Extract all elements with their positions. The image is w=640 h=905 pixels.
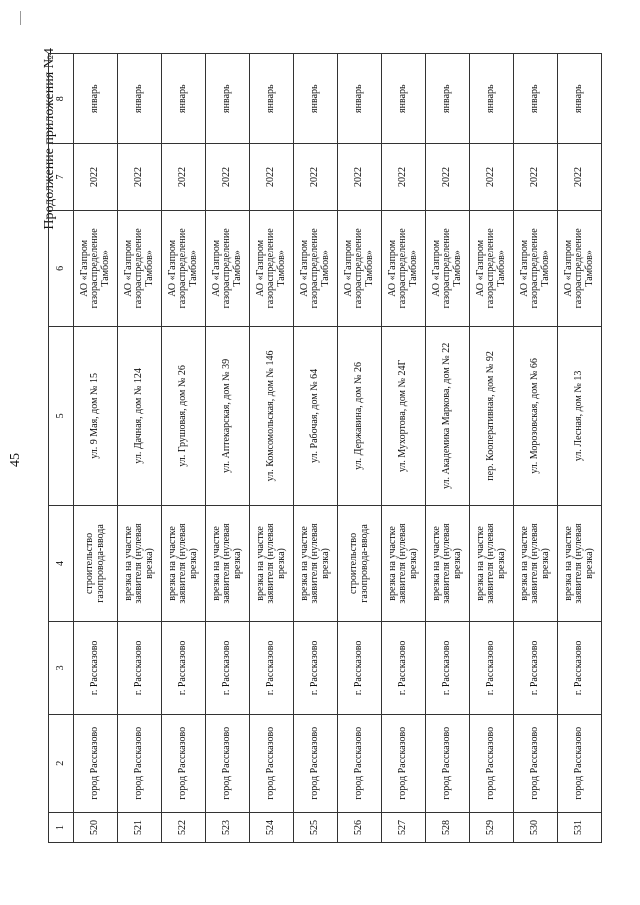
settlement-cell: г. Рассказово xyxy=(250,622,294,714)
municipality-cell: город Рассказово xyxy=(294,714,338,812)
month-cell: январь xyxy=(74,54,118,144)
table-header-row xyxy=(49,54,74,843)
municipality-cell: город Рассказово xyxy=(558,714,602,812)
address-cell: ул. Морозовская, дом № 66 xyxy=(514,327,558,506)
year-cell: 2022 xyxy=(162,144,206,210)
settlement-cell: г. Рассказово xyxy=(118,622,162,714)
month-cell: январь xyxy=(470,54,514,144)
table-row xyxy=(514,54,558,843)
table-row xyxy=(470,54,514,843)
organization-cell: АО «Газпром газораспределение Тамбов» xyxy=(162,210,206,326)
municipality-cell: город Рассказово xyxy=(118,714,162,812)
municipality-cell: город Рассказово xyxy=(514,714,558,812)
column-header: 5 xyxy=(49,327,74,506)
page-number: 45 xyxy=(8,453,23,467)
column-header: 4 xyxy=(49,505,74,621)
work-type-cell: врезка на участке заявителя (нулевая врезка) xyxy=(426,505,470,621)
table-row xyxy=(206,54,250,843)
year-cell: 2022 xyxy=(294,144,338,210)
municipality-cell: город Рассказово xyxy=(74,714,118,812)
organization-cell: АО «Газпром газораспределение Тамбов» xyxy=(338,210,382,326)
address-cell: ул. Рабочая, дом № 64 xyxy=(294,327,338,506)
appendix-title: Продолжение приложения №4 xyxy=(42,48,57,230)
table-row xyxy=(118,54,162,843)
address-cell: ул. Дачная, дом № 124 xyxy=(118,327,162,506)
month-cell: январь xyxy=(426,54,470,144)
column-header: 3 xyxy=(49,622,74,714)
table-row xyxy=(74,54,118,843)
month-cell: январь xyxy=(118,54,162,144)
table-row xyxy=(382,54,426,843)
settlement-cell: г. Рассказово xyxy=(74,622,118,714)
work-type-cell: врезка на участке заявителя (нулевая врезка) xyxy=(206,505,250,621)
year-cell: 2022 xyxy=(470,144,514,210)
municipality-cell: город Рассказово xyxy=(338,714,382,812)
municipality-cell: город Рассказово xyxy=(206,714,250,812)
organization-cell: АО «Газпром газораспределение Тамбов» xyxy=(426,210,470,326)
row-number-cell: 530 xyxy=(514,812,558,842)
month-cell: январь xyxy=(338,54,382,144)
year-cell: 2022 xyxy=(382,144,426,210)
address-cell: ул. Аптекарская, дом № 39 xyxy=(206,327,250,506)
column-header: 2 xyxy=(49,714,74,812)
work-type-cell: врезка на участке заявителя (нулевая врезка) xyxy=(514,505,558,621)
year-cell: 2022 xyxy=(426,144,470,210)
table-row xyxy=(338,54,382,843)
address-cell: ул. Грушовая, дом № 26 xyxy=(162,327,206,506)
work-type-cell: врезка на участке заявителя (нулевая врезка) xyxy=(250,505,294,621)
year-cell: 2022 xyxy=(250,144,294,210)
address-cell: ул. Академика Маркова, дом № 22 xyxy=(426,327,470,506)
organization-cell: АО «Газпром газораспределение Тамбов» xyxy=(558,210,602,326)
row-number-cell: 524 xyxy=(250,812,294,842)
address-cell: ул. Державина, дом № 26 xyxy=(338,327,382,506)
scan-artifact xyxy=(20,11,21,25)
table-body xyxy=(74,54,602,843)
address-cell: ул. Комсомольская, дом № 146 xyxy=(250,327,294,506)
column-header: 6 xyxy=(49,210,74,326)
address-cell: пер. Кооперативная, дом № 92 xyxy=(470,327,514,506)
row-number-cell: 527 xyxy=(382,812,426,842)
address-cell: ул. 9 Мая, дом № 15 xyxy=(74,327,118,506)
year-cell: 2022 xyxy=(558,144,602,210)
settlement-cell: г. Рассказово xyxy=(470,622,514,714)
row-number-cell: 521 xyxy=(118,812,162,842)
column-header: 8 xyxy=(49,54,74,144)
month-cell: январь xyxy=(514,54,558,144)
row-number-cell: 523 xyxy=(206,812,250,842)
row-number-cell: 522 xyxy=(162,812,206,842)
row-number-cell: 520 xyxy=(74,812,118,842)
settlement-cell: г. Рассказово xyxy=(382,622,426,714)
municipality-cell: город Рассказово xyxy=(162,714,206,812)
settlement-cell: г. Рассказово xyxy=(338,622,382,714)
settlement-cell: г. Рассказово xyxy=(558,622,602,714)
year-cell: 2022 xyxy=(338,144,382,210)
month-cell: январь xyxy=(558,54,602,144)
organization-cell: АО «Газпром газораспределение Тамбов» xyxy=(250,210,294,326)
organization-cell: АО «Газпром газораспределение Тамбов» xyxy=(118,210,162,326)
municipality-cell: город Рассказово xyxy=(470,714,514,812)
row-number-cell: 529 xyxy=(470,812,514,842)
work-type-cell: строительство газопровода-ввода xyxy=(338,505,382,621)
work-type-cell: врезка на участке заявителя (нулевая врезка) xyxy=(294,505,338,621)
work-type-cell: врезка на участке заявителя (нулевая врезка) xyxy=(382,505,426,621)
column-header: 7 xyxy=(49,144,74,210)
address-cell: ул. Лесная, дом № 13 xyxy=(558,327,602,506)
month-cell: январь xyxy=(250,54,294,144)
row-number-cell: 528 xyxy=(426,812,470,842)
year-cell: 2022 xyxy=(206,144,250,210)
organization-cell: АО «Газпром газораспределение Тамбов» xyxy=(514,210,558,326)
month-cell: январь xyxy=(162,54,206,144)
table-row xyxy=(250,54,294,843)
month-cell: январь xyxy=(206,54,250,144)
settlement-cell: г. Рассказово xyxy=(206,622,250,714)
organization-cell: АО «Газпром газораспределение Тамбов» xyxy=(206,210,250,326)
schedule-table xyxy=(48,53,602,843)
column-header: 1 xyxy=(49,812,74,842)
settlement-cell: г. Рассказово xyxy=(162,622,206,714)
work-type-cell: врезка на участке заявителя (нулевая врезка) xyxy=(118,505,162,621)
municipality-cell: город Рассказово xyxy=(426,714,470,812)
year-cell: 2022 xyxy=(74,144,118,210)
row-number-cell: 531 xyxy=(558,812,602,842)
organization-cell: АО «Газпром газораспределение Тамбов» xyxy=(294,210,338,326)
settlement-cell: г. Рассказово xyxy=(294,622,338,714)
settlement-cell: г. Рассказово xyxy=(426,622,470,714)
month-cell: январь xyxy=(382,54,426,144)
settlement-cell: г. Рассказово xyxy=(514,622,558,714)
organization-cell: АО «Газпром газораспределение Тамбов» xyxy=(382,210,426,326)
table-row xyxy=(426,54,470,843)
municipality-cell: город Рассказово xyxy=(382,714,426,812)
table-row xyxy=(162,54,206,843)
row-number-cell: 526 xyxy=(338,812,382,842)
organization-cell: АО «Газпром газораспределение Тамбов» xyxy=(74,210,118,326)
municipality-cell: город Рассказово xyxy=(250,714,294,812)
year-cell: 2022 xyxy=(514,144,558,210)
organization-cell: АО «Газпром газораспределение Тамбов» xyxy=(470,210,514,326)
work-type-cell: врезка на участке заявителя (нулевая врезка) xyxy=(470,505,514,621)
work-type-cell: врезка на участке заявителя (нулевая врезка) xyxy=(558,505,602,621)
address-cell: ул. Мухортова, дом № 24Г xyxy=(382,327,426,506)
month-cell: январь xyxy=(294,54,338,144)
work-type-cell: врезка на участке заявителя (нулевая врезка) xyxy=(162,505,206,621)
row-number-cell: 525 xyxy=(294,812,338,842)
year-cell: 2022 xyxy=(118,144,162,210)
work-type-cell: строительство газопровода-ввода xyxy=(74,505,118,621)
table-row xyxy=(558,54,602,843)
table-row xyxy=(294,54,338,843)
